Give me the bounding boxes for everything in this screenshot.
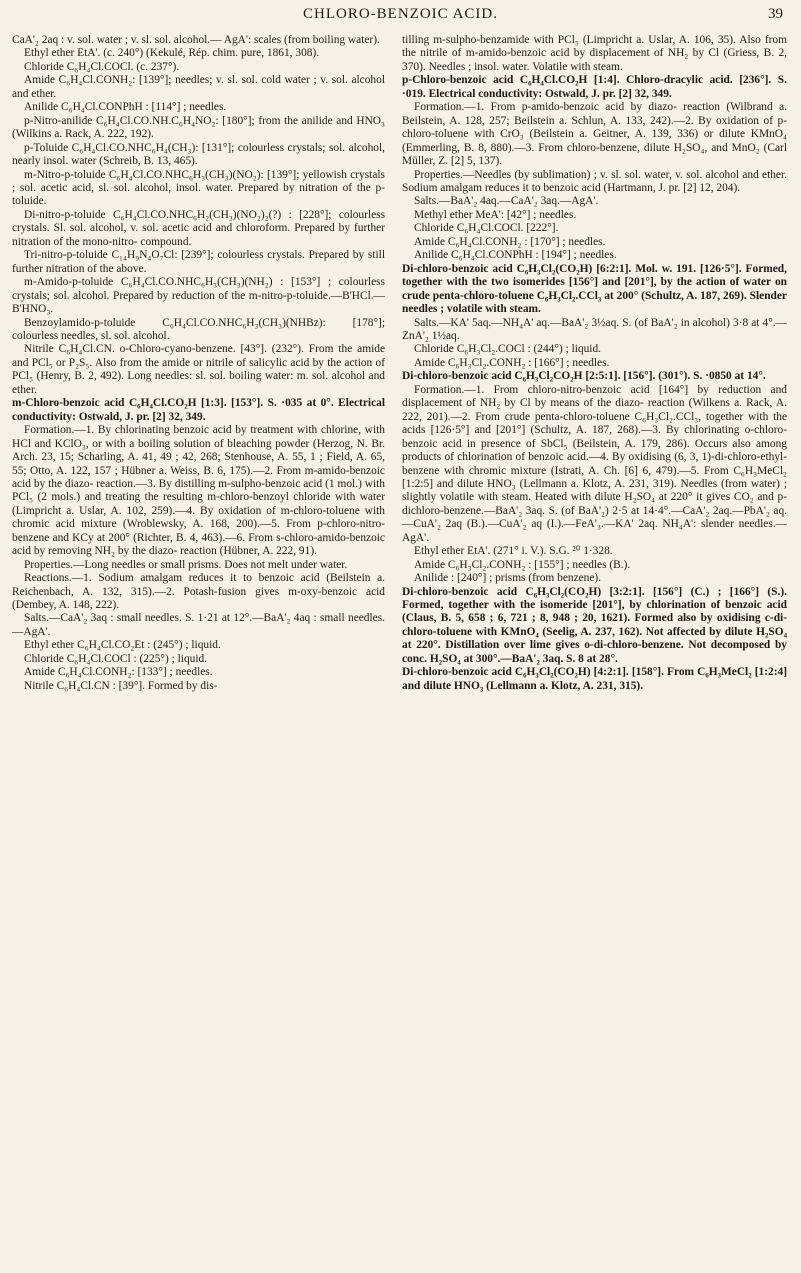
reactions-paragraph: Reactions.—1. Sodium amalgam reduces it to benzoic acid (Beilstein a. Reichenbach, A. 132, 315).—2. Potash-fusion gives m-oxy-benzoic acid (Dembey, A. 148, 222). [12, 572, 385, 612]
paragraph: CaA'₂ 2aq : v. sol. water ; v. sl. sol. alcohol.— AgA': scales (from boiling water). [12, 34, 380, 46]
formation-paragraph: Formation.—1. By chlorinating benzoic acid by treatment with chlorine, with HCl and KClO₃, or with a boiling solution of bleaching powder (Herzog, N. Br. Arch. 23, 15; Scharling, A. 41, 49 ; 42, 268; Stenhouse, A. 55, 1 ; Field, A. 65, 55; Otto, A. 122, 157 ; Hübner a. Weiss, B. 6, 175).—2. From m-amido-benzoic acid by the diazo- reaction.—3. By distilling m-sulpho-benzoic acid (1 mol.) with PCl₅ (2 mols.) and treating the resulting m-chloro-benzoyl chloride with water (Limpricht a. Uslar, A. 102, 259).—4. By oxidation of m-chloro-toluene with chromic acid mixture (Wroblewsky, A. 168, 200).—5. From p-chloro-nitro-benzene and KCy at 200° (Richter, B. 4, 463).—6. From s-chloro-amido-benzoic acid by removing NH₂ by the diazo- reaction (Hübner, A. 222, 91). [12, 424, 385, 558]
di-chloro-benzoic-acid-heading: Di-chloro-benzoic acid C₆H₃Cl₂(CO₂H) [4:2:1]. [158°]. From C₆H₃MeCl₂ [1:2:4] and dilute HNO₃ (Lellmann a. Klotz, A. 231, 315). [402, 666, 787, 692]
right-column [402, 34, 787, 1266]
m-chloro-benzoic-acid-heading: m-Chloro-benzoic acid C₆H₄Cl.CO₂H [1:3]. [153°]. S. ·035 at 0°. Electrical conductivity: Ostwald, J. pr. [2] 32, 349. [12, 397, 385, 423]
toluide-entry: p-Toluide C₆H₄Cl.CO.NHC₆H₄(CH₃): [131°]; colourless crystals; sol. alcohol, nearly insol. water (Schreib, B. 13, 465). [12, 141, 385, 168]
di-chloro-benzoic-acid-heading: Di-chloro-benzoic acid C₆H₃Cl₂(CO₂H) [3:2:1]. [156°] (C.) ; [166°] (S.). Formed, together with the isomeride [201°], by chlorination of benzoic acid (Claus, B. 5, 658 ; 6, 721 ; 8, 948 ; 20, 1621). Formed also by oxidising c-di-chloro-toluene with KMnO₄ (Seelig, A. 237, 162). Not affected by dilute H₂SO₄ at 220°. Distillation over lime gives o-di-chloro-benzene. Not decomposed by conc. H₂SO₄ at 300°.—BaA'₂ 3aq. S. 8 at 28°. [402, 585, 787, 665]
ethyl-ether-entry: Ethyl ether C₆H₄Cl.CO₂Et : (245°) ; liquid. [24, 639, 221, 652]
anilide-entry: Anilide C₆H₄Cl.CONPhH : [194°] ; needles. [414, 249, 617, 262]
ethyl-ether-entry: Ethyl ether EtA'. (c. 240°) (Kekulé, Rép. chim. pure, 1861, 308). [24, 47, 320, 60]
formation-paragraph: Formation.—1. From p-amido-benzoic acid by diazo- reaction (Wilbrand a. Beilstein, A. 128, 257; Beilstein a. Schlun, A. 133, 242).—2. By oxidation of p-chloro-toluene with CrO₃ (Beilstein a. Geitner, A. 139, 336) or dilute KMnO₄ (Emmerling, B. 8, 880).—3. From chloro-benzene, dilute H₂SO₄, and MnO₂ (Carl Müller, Z. [2] 5, 137). [402, 101, 787, 168]
page-number: 39 [768, 6, 783, 22]
nitrile-entry: Nitrile C₆H₄Cl.CN. o-Chloro-cyano-benzene. [43°]. (232°). From the amide and PCl₅ or P₂S₅. Also from the amide or nitrile of salicylic acid by the action of PCl₅ (Henry, B. 2, 492). Long needles: sl. sol. boiling water: m. sol. alcohol and ether. [12, 343, 385, 396]
nitrile-entry: Nitrile C₆H₄Cl.CN : [39°]. Formed by dis- [24, 679, 218, 692]
chloride-entry: Chloride C₆H₄Cl.COCl. (c. 237°). [24, 60, 180, 73]
methyl-ether-entry: Methyl ether MeA': [42°] ; needles. [414, 208, 577, 221]
amide-entry: Amide C₆H₄Cl.CONH₂ : [170°] ; needles. [414, 235, 606, 248]
paragraph: tilling m-sulpho-benzamide with PCl₅ (Limpricht a. Uslar, A. 106, 35). Also from the nitrile of m-amido-benzoic acid by displacement of NH₂ by Cl (Griess, B. 2, 370). Needles ; insol. water. Volatile with steam. [402, 34, 787, 73]
chloride-entry: Chloride C₆H₃Cl₂.COCl : (244°) ; liquid. [414, 343, 602, 356]
amido-toluide-entry: m-Amido-p-toluide C₆H₄Cl.CO.NHC₆H₃(CH₃)(NH₂) : [153°] ; colourless crystals; sol. alcohol. Prepared by reduction of the m-nitro-p-toluide.—B'HCl.—B'HNO₃. [12, 276, 385, 316]
salts-paragraph: Salts.—KA' 5aq.—NH₄A' aq.—BaA'₂ 3½aq. S. (of BaA'₂ in alcohol) 3·8 at 4°.—ZnA'₂ 1½aq. [402, 316, 787, 342]
di-chloro-benzoic-acid-heading: Di-chloro-benzoic acid C₆H₃Cl₂(CO₂H) [6:2:1]. Mol. w. 191. [126·5°]. Formed, together with the two isomerides [156°] and [201°], by the action of water on crude penta-chloro-toluene C₆H₃Cl₂.CCl₃ at 200° (Schultz, A. 187, 269). Slender needles ; volatile with steam. [402, 262, 787, 316]
anilide-entry: Anilide : [240°] ; prisms (from benzene). [414, 572, 602, 585]
amide-entry: Amide C₆H₃Cl₂.CONH₂ : [166°] ; needles. [414, 356, 610, 369]
chloride-entry: Chloride C₆H₄Cl.COCl : (225°) ; liquid. [24, 652, 208, 665]
amide-entry: Amide C₆H₃Cl₂.CONH₂ : [155°] ; needles (B.). [414, 558, 631, 571]
properties-paragraph: Properties.—Long needles or small prisms. Does not melt under water. [24, 558, 348, 571]
left-column [12, 34, 385, 1266]
nitro-anilide-entry: p-Nitro-anilide C₆H₄Cl.CO.NH.C₆H₄NO₂: [180°]; from the anilide and HNO₃ (Wilkins a. Rack, A. 222, 192). [12, 114, 385, 141]
chloride-entry: Chloride C₆H₄Cl.COCl. [222°]. [414, 222, 559, 235]
properties-paragraph: Properties.—Needles (by sublimation) ; v. sl. sol. water, v. sol. alcohol and ether. Sodium amalgam reduces it to benzoic acid (Hartmann, J. pr. [2] 12, 204). [402, 168, 787, 194]
benzoylamido-toluide-entry: Benzoylamido-p-toluide C₆H₄Cl.CO.NHC₆H₃(CH₃)(NHBz): [178°]; colourless needles, sl. sol. alcohol. [12, 316, 385, 342]
amide-entry: Amide C₆H₄Cl.CONH₂: [139°]; needles; v. sl. sol. cold water ; v. sol. alcohol and ether. [12, 74, 385, 100]
nitro-toluide-entry: m-Nitro-p-toluide C₆H₄Cl.CO.NHC₆H₃(CH₃)(NO₂): [139°]; yellowish crystals ; sol. acetic acid, sl. sol. alcohol, insol. water. Prepared by nitration of the p-toluide. [12, 168, 385, 208]
di-chloro-benzoic-acid-heading: Di-chloro-benzoic acid C₆H₃Cl₂CO₂H [2:5:1]. [156°]. (301°). S. ·0850 at 14°. [402, 370, 766, 383]
dinitro-toluide-entry: Di-nitro-p-toluide C₆H₄Cl.CO.NHC₆H₂(CH₃)(NO₂)₂(?) : [228°]; colourless crystals. Sl. sol. alcohol, v. sol. acetic acid and chloroform. Prepared by further nitration of the mono-nitro- compound. [12, 208, 385, 248]
running-header: CHLORO-BENZOIC ACID. [303, 6, 498, 22]
trinitro-toluide-entry: Tri-nitro-p-toluide C₁₄H₉N₄O₇Cl: [239°]; colourless crystals. Prepared by still further nitration of the above. [12, 249, 385, 275]
salts-paragraph: Salts.—CaA'₂ 3aq : small needles. S. 1·21 at 12°.—BaA'₂ 4aq : small needles.—AgA'. [12, 612, 385, 638]
anilide-entry: Anilide C₆H₄Cl.CONPhH : [114°] ; needles. [24, 101, 227, 114]
amide-entry: Amide C₆H₄Cl.CONH₂: [133°] ; needles. [24, 666, 213, 679]
salts-paragraph: Salts.—BaA'₂ 4aq.—CaA'₂ 3aq.—AgA'. [414, 195, 599, 208]
formation-paragraph: Formation.—1. From chloro-nitro-benzoic acid [164°] by reduction and displacement of NH₂ by Cl by means of the diazo- reaction (Wilkens a. Rack, A. 222, 201).—2. From crude penta-chloro-toluene C₆H₃Cl₂.CCl₃, together with the acids [126·5°] and [201°] (Schultz, A. 187, 268).—3. By chlorinating o-chloro-benzoic acid in presence of SbCl₅ (Beilstein, A. 179, 286). Occurs also among products of chlorination of benzoic acid.—4. By oxidising (6, 3, 1)-di-chloro-ethyl-benzene with chromic mixture (Istrati, A. Ch. [6] 6, 479).—5. From C₆H₃MeCl₂ [1:2:5] and dilute HNO₃ (Lellmann a. Klotz, A. 231, 319). Needles (from water) ; slightly volatile with steam. Heated with dilute H₂SO₄ at 220° it gives CO₂ and p-dichloro-benzene.—BaA'₂ 3aq. S. (of BaA'₂) 2·5 at 14·4°.—CaA'₂ 2aq.—PbA'₂ aq.—CuA'₂ 2aq (B.).—CuA'₂ aq (I.).—FeA'₃.—KA' 2aq. NH₄A': slender needles.—AgA'. [402, 383, 787, 544]
p-chloro-benzoic-acid-heading: p-Chloro-benzoic acid C₆H₄Cl.CO₂H [1:4]. Chloro-dracylic acid. [236°]. S. ·019. Electrical conductivity: Ostwald, J. pr. [2] 32, 349. [402, 74, 787, 100]
ethyl-ether-entry: Ethyl ether EtA'. (271° i. V.). S.G. ²⁰ 1·328. [414, 545, 613, 558]
